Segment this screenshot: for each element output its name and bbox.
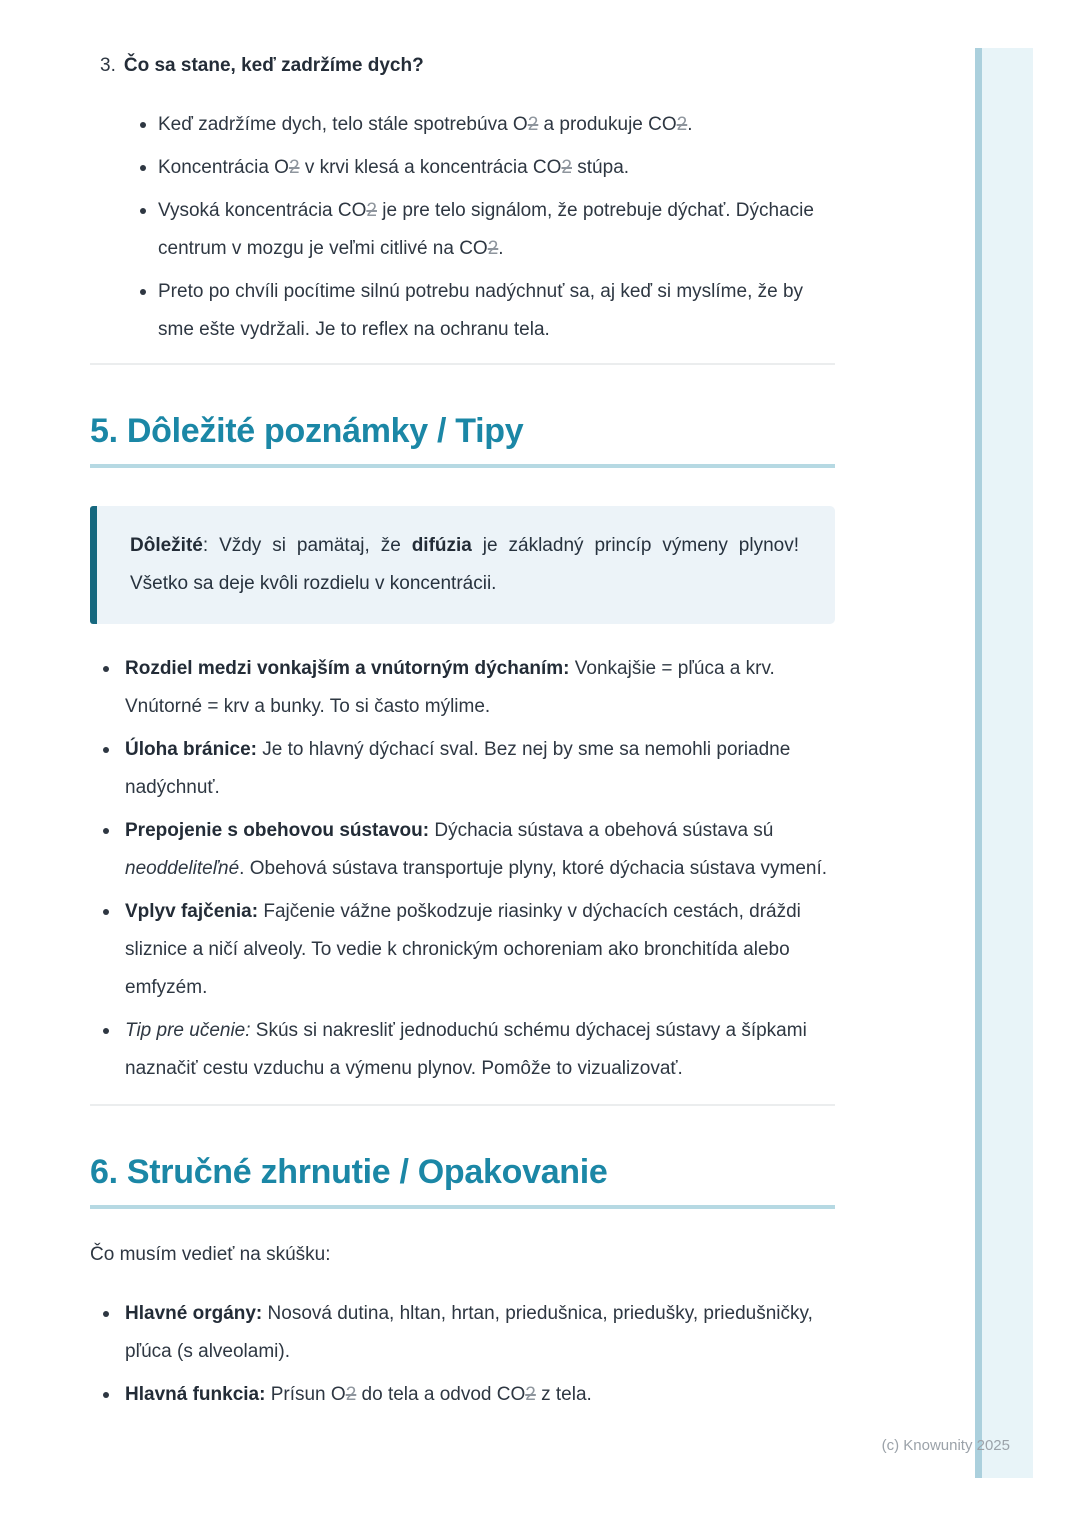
list-item-text: Vysoká koncentrácia CO2 je pre telo signálom, že potrebuje dýchať. Dýchacie centrum v mozgu je veľmi citlivé na CO2. — [158, 200, 814, 259]
question-number: 3. — [100, 55, 116, 76]
page-edge-strip — [975, 48, 1033, 1478]
list-item-text: Tip pre učenie: Skús si nakresliť jednoduchú schému dýchacej sústavy a šípkami naznačiť cestu vzduchu a výmenu plynov. Pomôže to vizualizovať. — [125, 1020, 807, 1079]
question-3-bullet-list — [90, 106, 835, 349]
footer-copyright: (c) Knowunity 2025 — [881, 1437, 1010, 1454]
list-item-text: Preto po chvíli pocítime silnú potrebu nadýchnuť sa, aj keď si myslíme, že by sme ešte vydržali. Je to reflex na ochranu tela. — [158, 281, 804, 340]
list-item-text: Hlavné orgány: Nosová dutina, hltan, hrtan, priedušnica, priedušky, priedušničky, pľúca (s alveolami). — [125, 1303, 813, 1362]
list-item — [90, 731, 835, 807]
page-content — [90, 52, 835, 1419]
list-item — [90, 1012, 835, 1088]
list-item — [90, 650, 835, 726]
section-6-bullet-list — [90, 1295, 835, 1414]
callout-text: Dôležité: Vždy si pamätaj, že difúzia je základný princíp výmeny plynov! Všetko sa deje kvôli rozdielu v koncentrácii. — [130, 535, 799, 594]
list-item-text: Prepojenie s obehovou sústavou: Dýchacia sústava a obehová sústava sú neoddeliteľné. Obehová sústava transportuje plyny, ktoré dýchacia sústava vymení. — [125, 820, 828, 879]
list-item — [90, 273, 835, 349]
list-item — [90, 1295, 835, 1371]
section-divider — [90, 363, 835, 365]
list-item — [90, 106, 835, 144]
list-item-text: Vplyv fajčenia: Fajčenie vážne poškodzuje riasinky v dýchacích cestách, dráždi sliznice a ničí alveoly. To vedie k chronickým ochoreniam ako bronchitída alebo emfyzém. — [125, 901, 801, 998]
list-item-text: Keď zadržíme dych, telo stále spotrebúva O2 a produkuje CO2. — [158, 114, 693, 135]
important-callout — [90, 506, 835, 624]
list-item-text: Rozdiel medzi vonkajším a vnútorným dýchaním: Vonkajšie = pľúca a krv. Vnútorné = krv a bunky. To si často mýlime. — [125, 658, 775, 717]
section-6-heading: 6. Stručné zhrnutie / Opakovanie — [90, 1152, 835, 1209]
question-3 — [90, 52, 835, 80]
section-5-bullet-list — [90, 650, 835, 1088]
section-divider — [90, 1104, 835, 1106]
list-item-text: Hlavná funkcia: Prísun O2 do tela a odvod CO2 z tela. — [125, 1384, 592, 1405]
list-item-text: Úloha bránice: Je to hlavný dýchací sval. Bez nej by sme sa nemohli poriadne nadýchnuť. — [125, 739, 791, 798]
list-item — [90, 149, 835, 187]
list-item — [90, 812, 835, 888]
list-item — [90, 1376, 835, 1414]
question-title: Čo sa stane, keď zadržíme dych? — [123, 55, 424, 76]
list-item-text: Koncentrácia O2 v krvi klesá a koncentrácia CO2 stúpa. — [158, 157, 630, 178]
list-item — [90, 192, 835, 268]
list-item — [90, 893, 835, 1007]
section-5-heading: 5. Dôležité poznámky / Tipy — [90, 411, 835, 468]
section-6-intro: Čo musím vedieť na skúšku: — [90, 1244, 331, 1265]
